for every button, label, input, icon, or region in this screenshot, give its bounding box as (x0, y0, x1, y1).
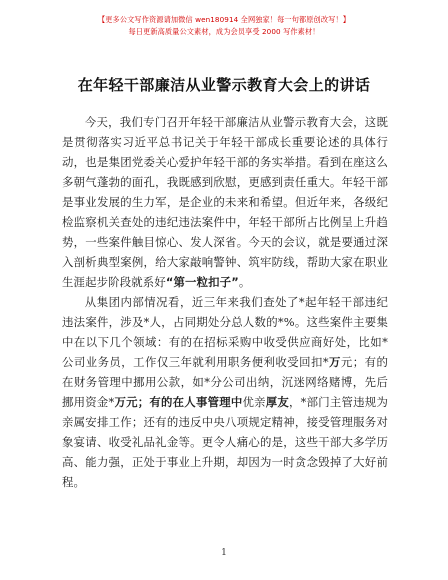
paragraph-1-end: 。 (238, 275, 251, 289)
document-body (62, 112, 388, 492)
paragraph-1-text: 今天，我们专门召开年轻干部廉洁从业警示教育大会，这既是贯彻落实习近平总书记关于年轻干部成长重要论述的具体行动，也是集团党委关心爱护年轻干部的务实举措。看到在座这么多朝气蓬勃的面孔，我既感到欣慰，更感到责任重大。年轻干部是事业发展的生力军，是企业的未来和希望。但近年来，各级纪检监察机关查处的违纪违法案件中，年轻干部所占比例呈上升趋势，一些案件触目惊心、发人深省。今天的会议，就是要通过深入剖析典型案例，给大家敲响警钟、筑牢防线，帮助大家在职业生涯起步阶段就系好 (62, 115, 388, 289)
paragraph-2-text-d: ，*部门主管违规为亲属安排工作；还有的违反中央八项规定精神，接受管理服务对象宴请、收受礼品礼金等。更令人痛心的是，这些干部大多学历高、能力强，正处于事业上升期，却因为一时贪念毁掉了大好前程。 (62, 395, 388, 489)
document-title: 在年轻干部廉洁从业警示教育大会上的讲话 (77, 76, 371, 94)
paragraph-2 (62, 292, 388, 492)
paragraph-2-bold-1: 万 (328, 355, 341, 369)
page-number: 1 (221, 548, 227, 558)
paragraph-1 (62, 112, 388, 292)
paragraph-2-bold-3: 厚友 (265, 395, 290, 409)
paragraph-1-bold: “第一粒扣子” (165, 275, 239, 289)
paragraph-2-bold-2: 万元；有的在人事管理中 (114, 395, 243, 409)
paragraph-2-text-a: 从集团内部情况看，近三年来我们查处了*起年轻干部违纪违法案件，涉及*人，占同期处分总人数的*%。这些案件主要集中在以下几个领域：有的在招标采购中收受供应商好处，比如*公司业务员，工作仅三年就利用职务便利收受回扣* (62, 295, 388, 369)
paragraph-2-text-b: 元；有的在财务管理中挪用公款，如*分公司出纳，沉迷网络赌博，先后挪用资金* (62, 355, 389, 409)
promo-banner (0, 14, 448, 38)
promo-banner-line-1: 【更多公文写作资源请加微信 wen180914 全网独家！每一句都原创改写！】 (97, 15, 350, 24)
paragraph-2-text-c: 优亲 (242, 395, 266, 409)
promo-banner-line-2: 每日更新高质量公文素材，成为会员享受 2000 写作素材！ (128, 27, 320, 36)
